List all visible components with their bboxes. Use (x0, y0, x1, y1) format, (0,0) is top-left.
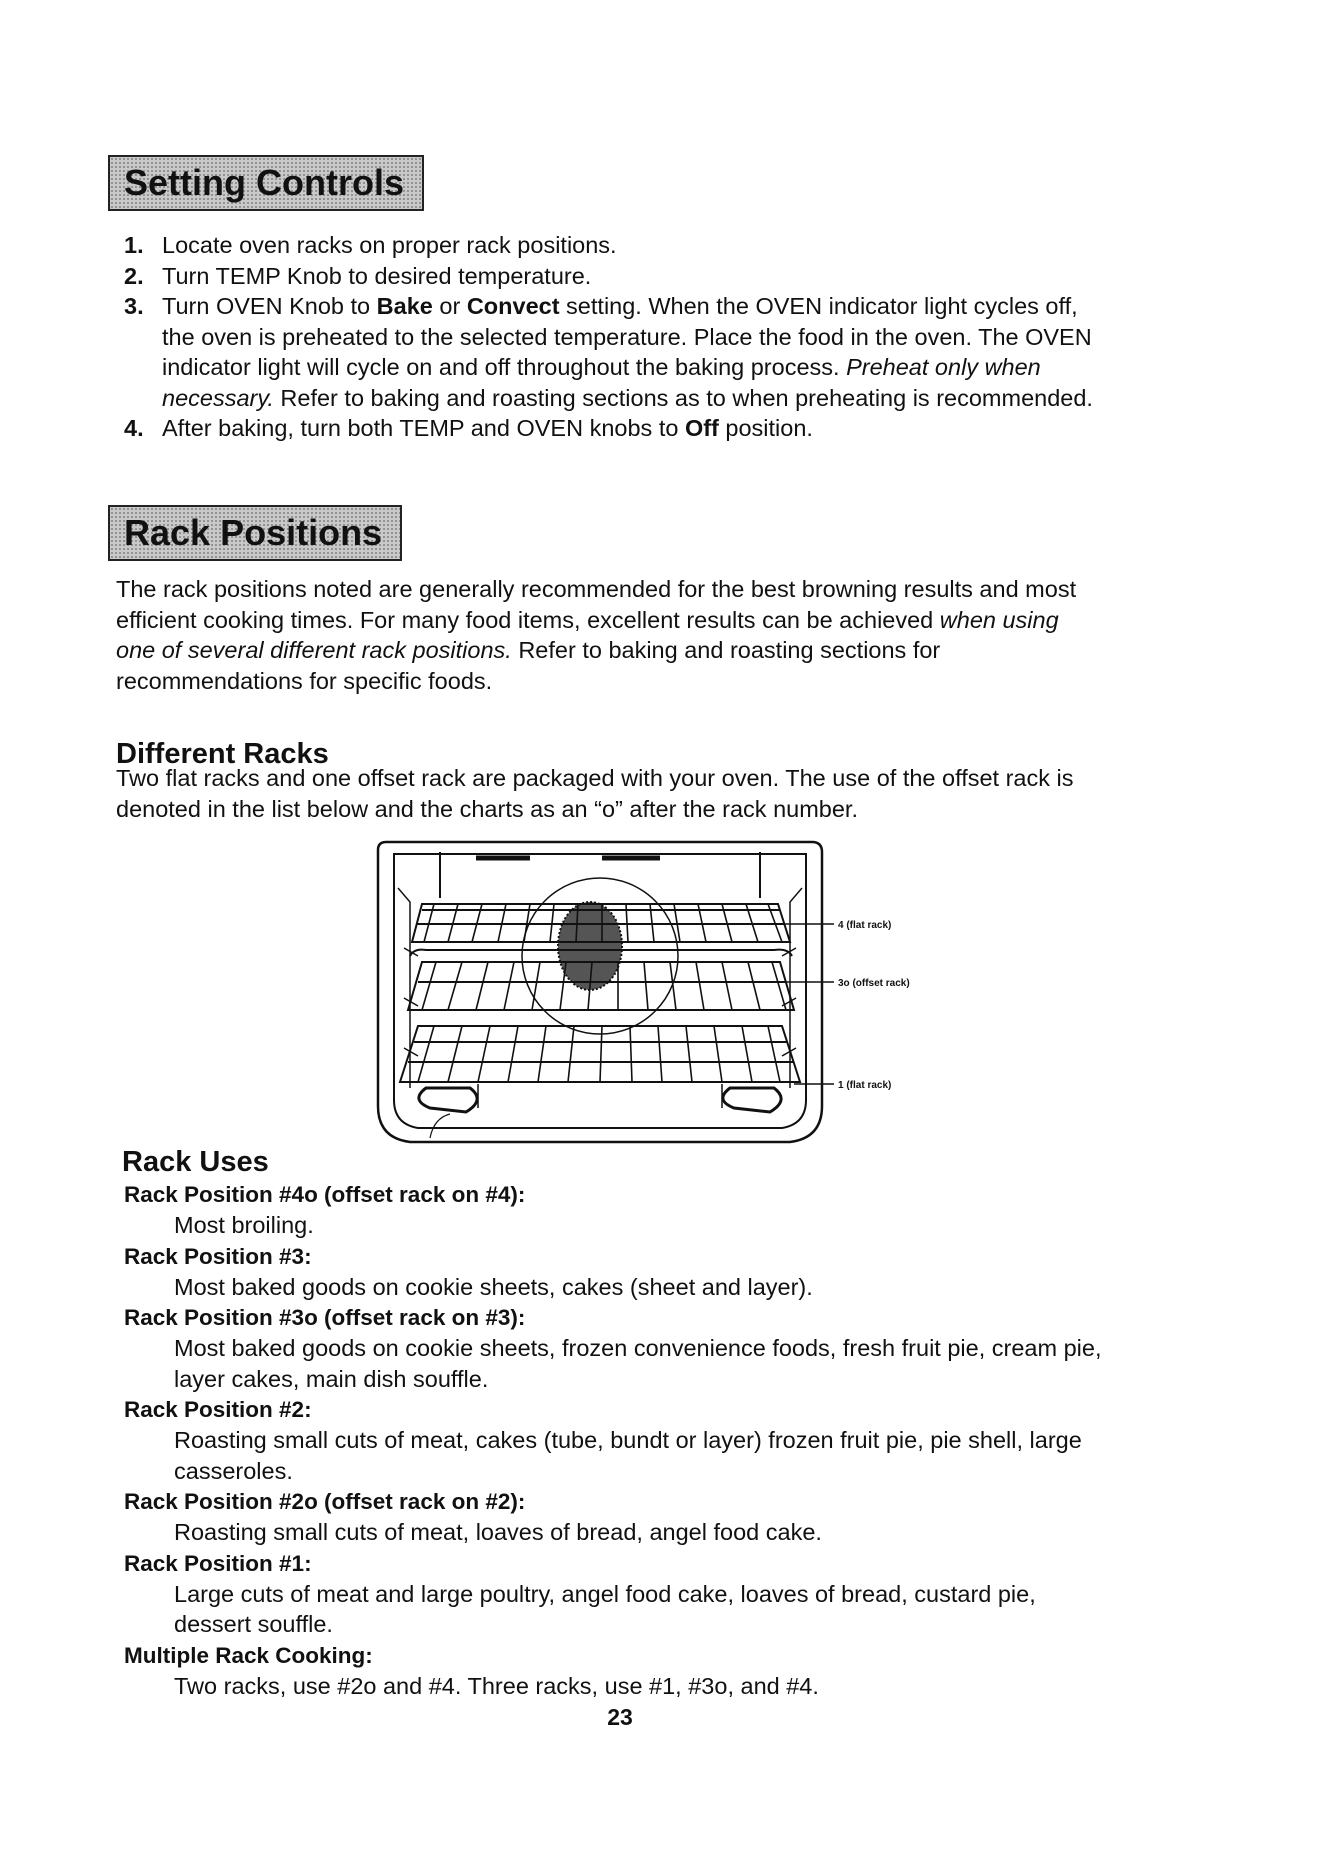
rack-label-3o: 3o (offset rack) (838, 978, 910, 989)
setting-controls-steps (124, 230, 1094, 444)
rack-uses-heading: Rack Uses (122, 1146, 269, 1178)
off-position: Off (684, 415, 719, 441)
step-number: 2. (124, 262, 144, 289)
step-text: position. (718, 415, 813, 441)
step-number: 3. (124, 293, 144, 319)
rack-use-desc: Roasting small cuts of meat, cakes (tube, bundt or layer) frozen fruit pie, pie shell, large casseroles. (174, 1427, 1082, 1484)
rack-use-title: Rack Position #3: (124, 1243, 312, 1269)
different-racks-heading: Different Racks (116, 738, 329, 770)
rack-use-desc: Roasting small cuts of meat, loaves of bread, angel food cake. (174, 1519, 822, 1545)
convect-setting: Convect (466, 293, 560, 319)
rack-use-title: Rack Position #3o (offset rack on #3): (124, 1305, 526, 1330)
rack-use-title: Rack Position #2o (offset rack on #2): (124, 1489, 526, 1514)
step-item (124, 230, 1094, 261)
step-item (124, 413, 1094, 444)
rack-use-desc: Most baked goods on cookie sheets, cakes (sheet and layer). (174, 1273, 813, 1300)
step-item (124, 261, 1094, 292)
rack-use-title: Multiple Rack Cooking: (124, 1642, 373, 1668)
rack-use-desc: Large cuts of meat and large poultry, angel food cake, loaves of bread, custard pie, dessert souffle. (174, 1580, 1036, 1637)
rack-use-title: Rack Position #2: (124, 1397, 312, 1422)
step-text: Refer to baking and roasting sections as to when preheating is recommended. (273, 384, 1093, 411)
step-text: Locate oven racks on proper rack positions. (162, 232, 617, 258)
step-number: 4. (124, 415, 144, 441)
step-text: After baking, turn both TEMP and OVEN knobs to (162, 415, 685, 441)
rack-label-4: 4 (flat rack) (838, 920, 892, 931)
different-racks-text: Two flat racks and one offset rack are packaged with your oven. The use of the offset rack is denoted in the list below and the charts as an “o” after the rack number. (116, 765, 1074, 822)
step-text: or (432, 293, 467, 319)
page-number: 23 (607, 1704, 633, 1730)
oven-rack-diagram (370, 838, 942, 1158)
step-text: Turn TEMP Knob to desired temperature. (162, 262, 592, 289)
rack-uses-list (124, 1180, 1114, 1702)
rack-use-desc: Most baked goods on cookie sheets, frozen convenience foods, fresh fruit pie, cream pie, layer cakes, main dish souffle. (174, 1335, 1102, 1392)
intro-text: Refer to baking and roasting sections for recommendations for specific foods. (116, 637, 941, 694)
step-text: Turn OVEN Knob to (162, 293, 377, 319)
rack-use-desc: Most broiling. (174, 1212, 314, 1238)
step-text: setting. When the OVEN indicator light cycles off, the oven is preheated to the selected temperature. Place the food in the oven. The OVEN indicator light will cycle on and off throughout the baking process. (162, 293, 1092, 380)
rack-positions-intro (116, 574, 1096, 696)
rack-label-1: 1 (flat rack) (838, 1080, 892, 1091)
rack-use-title: Rack Position #1: (124, 1550, 312, 1576)
rack-positions-heading: Rack Positions (108, 505, 402, 561)
intro-italic: when using one of several different rack positions. (116, 606, 1059, 663)
rack-use-title: Rack Position #4o (offset rack on #4): (124, 1182, 526, 1207)
preheat-note: Preheat only when necessary. (162, 354, 1041, 411)
step-item (124, 291, 1094, 413)
rack-use-desc: Two racks, use #2o and #4. Three racks, use #1, #3o, and #4. (174, 1672, 819, 1699)
intro-text: The rack positions noted are generally recommended for the best browning results and most efficient cooking times. For many food items, excellent results can be achieved (116, 576, 1077, 633)
step-number: 1. (124, 232, 144, 258)
setting-controls-heading: Setting Controls (108, 155, 424, 211)
bake-setting: Bake (376, 293, 433, 319)
